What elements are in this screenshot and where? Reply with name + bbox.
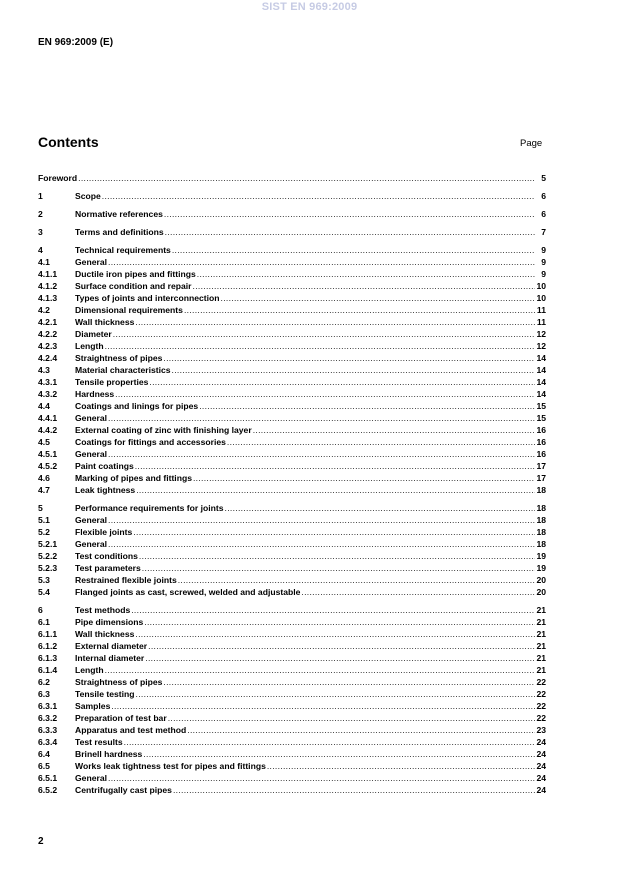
toc-entry-title: Wall thickness: [75, 317, 135, 327]
toc-entry-title: General: [75, 515, 108, 525]
toc-entry-title: General: [75, 257, 108, 267]
toc-entry[interactable]: [38, 784, 546, 796]
toc-entry-page: 21: [536, 605, 546, 615]
toc-dot-leader: [172, 364, 535, 376]
toc-entry-title: Test methods: [75, 605, 131, 615]
toc-entry-page: 9: [541, 269, 546, 279]
toc-entry-title: Test parameters: [75, 563, 141, 573]
toc-entry[interactable]: [38, 256, 546, 268]
toc-dot-leader: [163, 676, 535, 688]
toc-entry[interactable]: [38, 460, 546, 472]
toc-dot-leader: [184, 304, 535, 316]
toc-dot-leader: [143, 748, 535, 760]
toc-entry-page: 7: [541, 227, 546, 237]
toc-entry[interactable]: [38, 448, 546, 460]
page-column-label: Page: [520, 138, 543, 149]
toc-dot-leader: [187, 724, 535, 736]
toc-entry-number: 6.3.1: [38, 701, 58, 711]
toc-entry-page: 12: [536, 329, 546, 339]
toc-entry[interactable]: [38, 700, 546, 712]
toc-entry[interactable]: [38, 328, 546, 340]
toc-dot-leader: [144, 616, 535, 628]
toc-entry[interactable]: [38, 616, 546, 628]
toc-entry-page: 22: [536, 689, 546, 699]
toc-entry-page: 6: [541, 191, 546, 201]
toc-entry-title: Length: [75, 665, 104, 675]
toc-entry-title: Types of joints and interconnection: [75, 293, 220, 303]
toc-entry-title: Flanged joints as cast, screwed, welded and adjustable: [75, 587, 301, 597]
toc-dot-leader: [142, 562, 535, 574]
toc-entry-number: 2: [38, 209, 43, 219]
toc-entry[interactable]: [38, 640, 546, 652]
toc-entry-page: 16: [536, 449, 546, 459]
toc-entry-number: 6.1.2: [38, 641, 58, 651]
toc-entry-page: 18: [536, 527, 546, 537]
toc-entry[interactable]: [38, 514, 546, 526]
toc-entry-page: 21: [536, 653, 546, 663]
toc-entry-number: 4.7: [38, 485, 50, 495]
toc-entry-title: General: [75, 539, 108, 549]
toc-entry-number: 6.1.1: [38, 629, 58, 639]
toc-dot-leader: [227, 436, 535, 448]
toc-dot-leader: [193, 472, 535, 484]
toc-entry-number: 6: [38, 605, 43, 615]
toc-entry-number: 5.2.2: [38, 551, 58, 561]
toc-entry[interactable]: [38, 472, 546, 484]
toc-entry-number: 6.1.4: [38, 665, 58, 675]
toc-entry-number: 4.1: [38, 257, 50, 267]
toc-entry[interactable]: [38, 604, 546, 616]
toc-entry[interactable]: [38, 436, 546, 448]
toc-entry-title: Brinell hardness: [75, 749, 143, 759]
toc-entry[interactable]: [38, 712, 546, 724]
toc-entry-number: 4.4.1: [38, 413, 58, 423]
toc-entry-page: 12: [536, 341, 546, 351]
toc-entry-title: Samples: [75, 701, 111, 711]
toc-entry[interactable]: [38, 688, 546, 700]
toc-dot-leader: [105, 664, 535, 676]
toc-entry-page: 18: [536, 515, 546, 525]
toc-entry-page: 10: [536, 281, 546, 291]
toc-dot-leader: [165, 226, 535, 238]
toc-entry-number: 4.2.3: [38, 341, 58, 351]
toc-entry-title: Technical requirements: [75, 245, 171, 255]
toc-entry-title: Flexible joints: [75, 527, 133, 537]
page-number: 2: [38, 836, 44, 847]
contents-heading: Contents: [38, 134, 99, 150]
toc-dot-leader: [168, 712, 535, 724]
toc-entry-title: Paint coatings: [75, 461, 134, 471]
toc-dot-leader: [131, 604, 535, 616]
toc-entry[interactable]: [38, 244, 546, 256]
toc-entry-page: 24: [536, 761, 546, 771]
document-id: EN 969:2009 (E): [38, 37, 114, 48]
toc-entry[interactable]: [38, 352, 546, 364]
toc-entry-number: 4.1.2: [38, 281, 58, 291]
toc-dot-leader: [163, 352, 535, 364]
toc-entry-page: 18: [536, 503, 546, 513]
toc-dot-leader: [108, 538, 535, 550]
toc-entry-title: General: [75, 773, 108, 783]
toc-entry-title: Leak tightness: [75, 485, 136, 495]
toc-entry-title: Restrained flexible joints: [75, 575, 177, 585]
toc-entry[interactable]: [38, 736, 546, 748]
toc-entry[interactable]: [38, 664, 546, 676]
toc-entry-page: 15: [536, 413, 546, 423]
toc-entry-page: 21: [536, 617, 546, 627]
toc-entry[interactable]: [38, 760, 546, 772]
toc-entry[interactable]: [38, 376, 546, 388]
toc-entry-page: 14: [536, 365, 546, 375]
toc-entry-number: 6.2: [38, 677, 50, 687]
toc-dot-leader: [108, 772, 535, 784]
toc-entry-title: Test conditions: [75, 551, 138, 561]
toc-entry-number: 4.3.2: [38, 389, 58, 399]
toc-entry-page: 9: [541, 257, 546, 267]
toc-entry-title: Length: [75, 341, 104, 351]
toc-dot-leader: [108, 412, 535, 424]
toc-dot-leader: [102, 190, 535, 202]
toc-entry-page: 23: [536, 725, 546, 735]
toc-entry-title: External diameter: [75, 641, 148, 651]
toc-dot-leader: [108, 448, 535, 460]
toc-entry-title: Centrifugally cast pipes: [75, 785, 172, 795]
toc-dot-leader: [225, 502, 535, 514]
toc-entry-page: 11: [536, 317, 546, 327]
toc-entry-title: Straightness of pipes: [75, 353, 163, 363]
toc-dot-leader: [164, 208, 535, 220]
toc-dot-leader: [139, 550, 535, 562]
toc-dot-leader: [172, 244, 535, 256]
toc-entry-title: Scope: [75, 191, 101, 201]
toc-entry[interactable]: [38, 304, 546, 316]
toc-entry-title: External coating of zinc with finishing layer: [75, 425, 252, 435]
toc-entry-number: 4.2.1: [38, 317, 58, 327]
toc-dot-leader: [115, 388, 535, 400]
toc-entry-page: 6: [541, 209, 546, 219]
toc-entry-title: Tensile testing: [75, 689, 135, 699]
toc-entry[interactable]: [38, 268, 546, 280]
toc-dot-leader: [135, 316, 535, 328]
toc-entry-page: 22: [536, 701, 546, 711]
toc-entry-number: 6.5.1: [38, 773, 58, 783]
toc-entry[interactable]: [38, 586, 546, 598]
toc-entry[interactable]: [38, 772, 546, 784]
toc-entry-title: Coatings for fittings and accessories: [75, 437, 226, 447]
toc-entry-page: 9: [541, 245, 546, 255]
toc-entry-number: 4.5: [38, 437, 50, 447]
toc-entry[interactable]: [38, 628, 546, 640]
toc-entry-page: 5: [541, 173, 546, 183]
toc-entry-page: 10: [536, 293, 546, 303]
toc-entry[interactable]: [38, 412, 546, 424]
table-of-contents: [38, 172, 546, 796]
toc-dot-leader: [148, 640, 535, 652]
toc-entry-title: Apparatus and test method: [75, 725, 187, 735]
toc-entry-number: 4.2.4: [38, 353, 58, 363]
toc-entry[interactable]: [38, 280, 546, 292]
toc-entry-number: 4.1.3: [38, 293, 58, 303]
toc-entry[interactable]: [38, 424, 546, 436]
toc-dot-leader: [124, 736, 535, 748]
toc-dot-leader: [78, 172, 535, 184]
toc-entry-title: Marking of pipes and fittings: [75, 473, 192, 483]
toc-entry-number: 4: [38, 245, 43, 255]
toc-entry-page: 21: [536, 641, 546, 651]
toc-entry-number: 4.2: [38, 305, 50, 315]
toc-entry[interactable]: [38, 292, 546, 304]
toc-entry-number: 4.2.2: [38, 329, 58, 339]
toc-entry-title: Preparation of test bar: [75, 713, 167, 723]
toc-entry-number: 4.4: [38, 401, 50, 411]
toc-entry-number: 5.4: [38, 587, 50, 597]
toc-entry-number: 4.5.1: [38, 449, 58, 459]
toc-dot-leader: [301, 586, 535, 598]
toc-entry-number: 4.1.1: [38, 269, 58, 279]
toc-entry[interactable]: [38, 574, 546, 586]
toc-entry-page: 24: [536, 785, 546, 795]
toc-entry[interactable]: [38, 550, 546, 562]
toc-entry-number: 6.1.3: [38, 653, 58, 663]
toc-entry[interactable]: [38, 652, 546, 664]
toc-entry-page: 24: [536, 737, 546, 747]
toc-entry[interactable]: [38, 316, 546, 328]
toc-entry-number: 5.3: [38, 575, 50, 585]
toc-entry-number: 5: [38, 503, 43, 513]
toc-entry-number: 6.3.3: [38, 725, 58, 735]
toc-dot-leader: [173, 784, 535, 796]
toc-dot-leader: [136, 688, 535, 700]
toc-entry-number: 6.5: [38, 761, 50, 771]
toc-entry-page: 20: [536, 575, 546, 585]
toc-entry-page: 16: [536, 437, 546, 447]
toc-entry[interactable]: [38, 676, 546, 688]
toc-entry[interactable]: [38, 388, 546, 400]
toc-entry-title: Diameter: [75, 329, 112, 339]
toc-entry-title: Wall thickness: [75, 629, 135, 639]
toc-entry-page: 21: [536, 629, 546, 639]
toc-entry-page: 24: [536, 749, 546, 759]
toc-entry[interactable]: [38, 748, 546, 760]
toc-entry-number: 3: [38, 227, 43, 237]
toc-entry[interactable]: [38, 502, 546, 514]
toc-entry-title: Performance requirements for joints: [75, 503, 224, 513]
toc-entry-page: 19: [536, 551, 546, 561]
toc-entry-page: 19: [536, 563, 546, 573]
toc-entry-page: 22: [536, 713, 546, 723]
toc-entry-number: 6.1: [38, 617, 50, 627]
toc-entry-number: 4.4.2: [38, 425, 58, 435]
toc-entry-title: Dimensional requirements: [75, 305, 183, 315]
toc-dot-leader: [111, 700, 535, 712]
toc-entry-number: 4.5.2: [38, 461, 58, 471]
toc-entry[interactable]: [38, 538, 546, 550]
toc-entry-page: 14: [536, 353, 546, 363]
toc-dot-leader: [193, 280, 535, 292]
toc-entry-number: 4.3.1: [38, 377, 58, 387]
toc-entry[interactable]: [38, 526, 546, 538]
toc-entry-page: 14: [536, 389, 546, 399]
toc-entry-page: 21: [536, 665, 546, 675]
toc-entry[interactable]: [38, 340, 546, 352]
toc-entry-title: Foreword: [38, 173, 78, 183]
toc-entry[interactable]: [38, 172, 546, 184]
toc-entry-page: 18: [536, 485, 546, 495]
toc-entry-number: 6.4: [38, 749, 50, 759]
toc-entry-number: 5.2.1: [38, 539, 58, 549]
toc-dot-leader: [221, 292, 535, 304]
toc-entry-title: Coatings and linings for pipes: [75, 401, 199, 411]
toc-entry-page: 14: [536, 377, 546, 387]
toc-entry-title: Terms and definitions: [75, 227, 164, 237]
toc-entry[interactable]: [38, 484, 546, 496]
toc-entry-number: 1: [38, 191, 43, 201]
toc-entry-page: 24: [536, 773, 546, 783]
toc-entry-page: 18: [536, 539, 546, 549]
toc-entry-title: General: [75, 449, 108, 459]
toc-entry-title: Surface condition and repair: [75, 281, 192, 291]
toc-entry-page: 11: [536, 305, 546, 315]
toc-entry-page: 15: [536, 401, 546, 411]
toc-entry-title: Ductile iron pipes and fittings: [75, 269, 196, 279]
toc-entry-title: Pipe dimensions: [75, 617, 144, 627]
toc-entry[interactable]: [38, 208, 546, 220]
toc-entry-title: Normative references: [75, 209, 163, 219]
toc-entry-page: 17: [536, 473, 546, 483]
toc-dot-leader: [178, 574, 535, 586]
toc-dot-leader: [267, 760, 535, 772]
toc-entry-title: Works leak tightness test for pipes and fittings: [75, 761, 266, 771]
toc-entry[interactable]: [38, 724, 546, 736]
toc-entry-number: 5.2: [38, 527, 50, 537]
toc-entry[interactable]: [38, 400, 546, 412]
toc-dot-leader: [135, 628, 535, 640]
toc-dot-leader: [105, 340, 535, 352]
toc-entry-number: 6.3.2: [38, 713, 58, 723]
toc-entry-number: 5.1: [38, 515, 50, 525]
watermark: SIST EN 969:2009: [261, 1, 358, 13]
toc-entry-number: 6.3: [38, 689, 50, 699]
toc-entry[interactable]: [38, 364, 546, 376]
toc-entry-page: 22: [536, 677, 546, 687]
toc-entry-number: 4.3: [38, 365, 50, 375]
toc-entry-page: 17: [536, 461, 546, 471]
toc-dot-leader: [145, 652, 535, 664]
toc-dot-leader: [135, 460, 535, 472]
toc-dot-leader: [197, 268, 535, 280]
toc-entry-page: 16: [536, 425, 546, 435]
toc-entry[interactable]: [38, 190, 546, 202]
toc-entry-title: Tensile properties: [75, 377, 149, 387]
toc-entry[interactable]: [38, 562, 546, 574]
toc-entry-title: Test results: [75, 737, 123, 747]
toc-entry-title: General: [75, 413, 108, 423]
toc-entry-number: 6.3.4: [38, 737, 58, 747]
toc-entry-number: 4.6: [38, 473, 50, 483]
toc-dot-leader: [149, 376, 535, 388]
toc-entry-title: Material characteristics: [75, 365, 171, 375]
toc-entry-page: 20: [536, 587, 546, 597]
toc-dot-leader: [113, 328, 535, 340]
toc-dot-leader: [199, 400, 535, 412]
toc-entry-number: 5.2.3: [38, 563, 58, 573]
toc-dot-leader: [108, 514, 535, 526]
toc-dot-leader: [108, 256, 535, 268]
toc-entry-title: Hardness: [75, 389, 115, 399]
toc-dot-leader: [133, 526, 535, 538]
toc-entry-title: Straightness of pipes: [75, 677, 163, 687]
toc-entry-number: 6.5.2: [38, 785, 58, 795]
toc-entry[interactable]: [38, 226, 546, 238]
toc-entry-title: Internal diameter: [75, 653, 145, 663]
toc-dot-leader: [253, 424, 535, 436]
toc-dot-leader: [136, 484, 535, 496]
